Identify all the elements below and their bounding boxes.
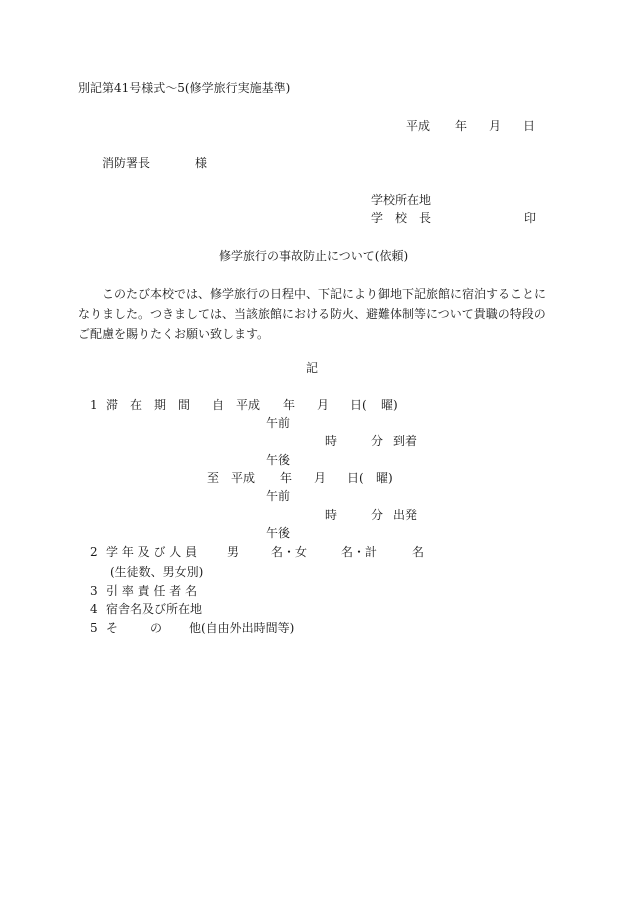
stay-from-era: 平成 bbox=[236, 398, 261, 412]
item-5-label-b: の bbox=[150, 621, 163, 635]
arrive-label: 到着 bbox=[393, 434, 418, 448]
depart-minute: 分 bbox=[371, 508, 384, 522]
students-female: 名・女 bbox=[271, 545, 308, 559]
stay-from-year: 年 bbox=[283, 398, 296, 412]
date-year: 年 bbox=[455, 119, 468, 133]
item-2-label: 学 年 及 び 人 員 bbox=[106, 545, 198, 559]
item-3-label: 引 率 責 任 者 名 bbox=[106, 584, 198, 598]
stay-to-weekday: 曜) bbox=[376, 471, 393, 485]
depart-label: 出発 bbox=[393, 508, 418, 522]
stay-to-month: 月 bbox=[314, 471, 327, 485]
arrive-pm: 午後 bbox=[266, 453, 291, 467]
item-1-number: 1 bbox=[90, 398, 98, 412]
subject-title: 修学旅行の事故防止について(依頼) bbox=[219, 249, 409, 263]
item-1-label: 滞 在 期 間 bbox=[106, 398, 191, 412]
item-2-number: 2 bbox=[90, 545, 98, 559]
date-era: 平成 bbox=[406, 119, 431, 133]
recipient-title: 消防署長 bbox=[102, 156, 151, 170]
item-5-label-a: そ bbox=[106, 621, 119, 635]
recipient-honorific: 様 bbox=[195, 156, 208, 170]
students-male: 男 bbox=[227, 545, 240, 559]
students-unit: 名 bbox=[412, 545, 425, 559]
depart-am: 午前 bbox=[266, 489, 291, 503]
ki-heading: 記 bbox=[306, 361, 319, 375]
seal-mark: 印 bbox=[524, 211, 537, 225]
stay-to-era: 平成 bbox=[231, 471, 256, 485]
arrive-minute: 分 bbox=[371, 434, 384, 448]
principal-label: 学 校 長 bbox=[371, 211, 432, 225]
depart-hour: 時 bbox=[325, 508, 338, 522]
stay-from-month: 月 bbox=[317, 398, 330, 412]
stay-from-day: 日( bbox=[350, 398, 367, 412]
form-label: 別記第41号様式〜5(修学旅行実施基準) bbox=[78, 81, 291, 95]
depart-pm: 午後 bbox=[266, 526, 291, 540]
stay-to-day: 日( bbox=[347, 471, 364, 485]
date-day: 日 bbox=[523, 119, 536, 133]
body-paragraph: このたび本校では、修学旅行の日程中、下記により御地下記旅館に宿泊することになりました。つきましては、当該旅館における防火、避難体制等について貴職の特段のご配慮を賜りたくお願い致します。 bbox=[78, 287, 547, 341]
students-total: 名・計 bbox=[341, 545, 378, 559]
arrive-hour: 時 bbox=[325, 434, 338, 448]
item-5-label-c: 他(自由外出時間等) bbox=[189, 621, 295, 635]
arrive-am: 午前 bbox=[266, 416, 291, 430]
item-3-number: 3 bbox=[90, 584, 98, 598]
stay-to-year: 年 bbox=[280, 471, 293, 485]
date-month: 月 bbox=[489, 119, 502, 133]
stay-to: 至 bbox=[207, 471, 220, 485]
school-address-label: 学校所在地 bbox=[371, 193, 432, 207]
item-4-number: 4 bbox=[90, 602, 98, 616]
students-note: (生徒数、男女別) bbox=[110, 565, 204, 579]
item-4-label: 宿舎名及び所在地 bbox=[106, 602, 203, 616]
item-5-number: 5 bbox=[90, 621, 98, 635]
stay-from-weekday: 曜) bbox=[381, 398, 398, 412]
stay-from: 自 bbox=[212, 398, 225, 412]
